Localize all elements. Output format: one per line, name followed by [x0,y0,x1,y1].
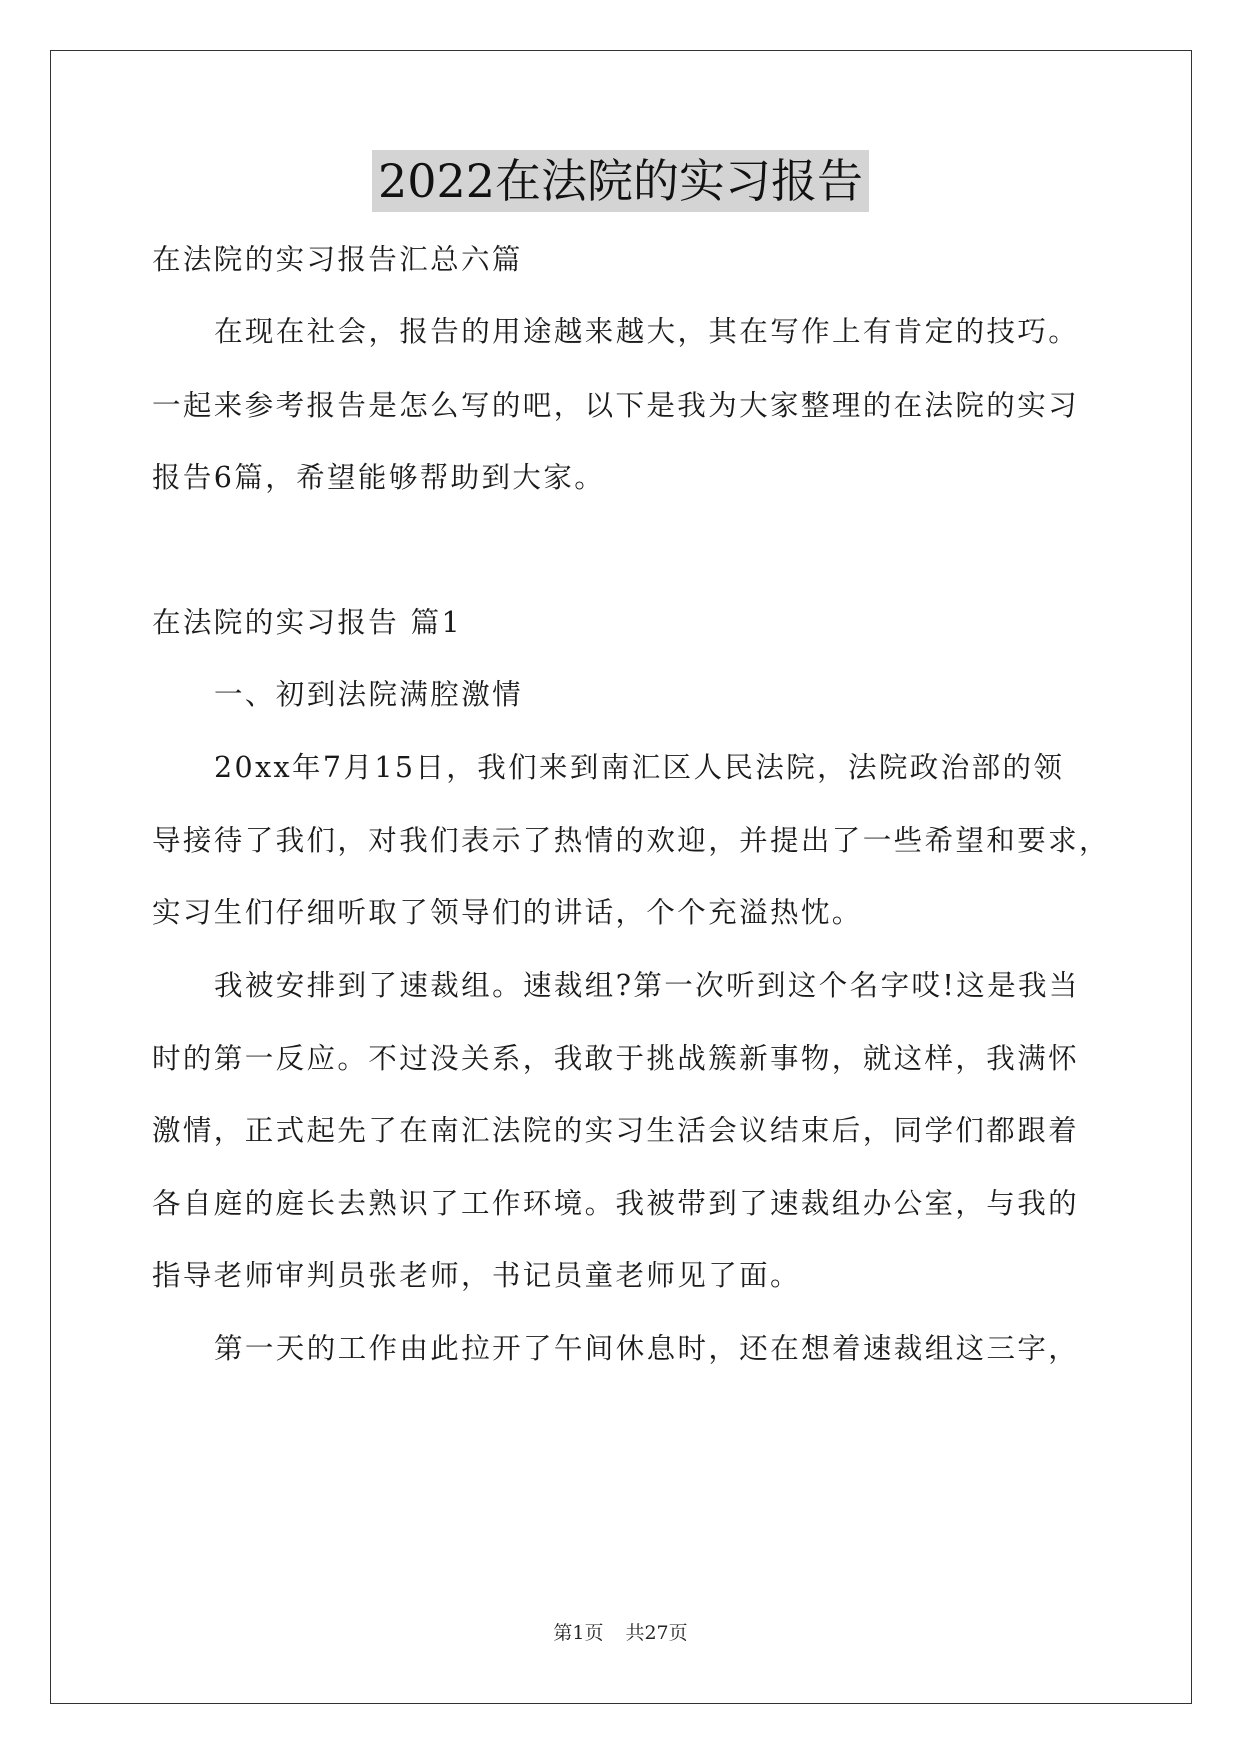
paragraph-2-line-2: 时的第一反应。不过没关系，我敢于挑战簇新事物，就这样，我满怀 [152,1042,1080,1075]
page-number-current: 第1页 [553,1622,604,1644]
paragraph-2-line-3: 激情，正式起先了在南汇法院的实习生活会议结束后，同学们都跟着 [152,1114,1080,1147]
paragraph-3-line-1: 第一天的工作由此拉开了午间休息时，还在想着速裁组这三字， [214,1332,1080,1365]
section-heading: 在法院的实习报告 篇1 [152,606,463,639]
paragraph-1-line-2: 导接待了我们，对我们表示了热情的欢迎，并提出了一些希望和要求， [152,824,1110,857]
intro-line-3: 报告6篇，希望能够帮助到大家。 [152,461,606,494]
page-number-total: 共27页 [625,1622,688,1644]
title-container [0,150,1241,212]
intro-line-2: 一起来参考报告是怎么写的吧，以下是我为大家整理的在法院的实习 [152,389,1080,422]
paragraph-1-line-1: 20xx年7月15日，我们来到南汇区人民法院，法院政治部的领 [214,751,1065,784]
paragraph-2-line-4: 各自庭的庭长去熟识了工作环境。我被带到了速裁组办公室，与我的 [152,1187,1080,1220]
document-title: 2022在法院的实习报告 [372,150,869,212]
subheading: 一、初到法院满腔激情 [214,678,524,711]
intro-line-1: 在现在社会，报告的用途越来越大，其在写作上有肯定的技巧。 [214,315,1080,348]
paragraph-2-line-1: 我被安排到了速裁组。速裁组?第一次听到这个名字哎!这是我当 [214,969,1080,1002]
page-footer [0,1620,1241,1646]
paragraph-2-line-5: 指导老师审判员张老师，书记员童老师见了面。 [152,1259,801,1292]
page-border [50,50,1192,1704]
paragraph-1-line-3: 实习生们仔细听取了领导们的讲话，个个充溢热忱。 [152,896,863,929]
document-subtitle: 在法院的实习报告汇总六篇 [152,243,523,276]
